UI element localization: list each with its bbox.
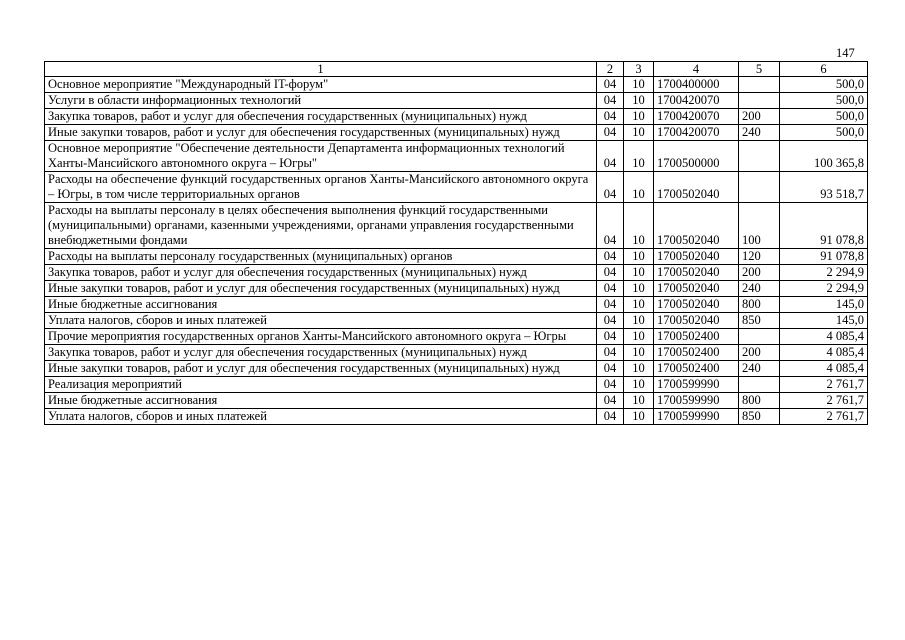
row-section-cell: 04 bbox=[597, 393, 624, 409]
row-subsection-cell: 10 bbox=[624, 329, 654, 345]
row-subsection-cell: 10 bbox=[624, 345, 654, 361]
row-amount-cell: 4 085,4 bbox=[780, 361, 868, 377]
row-section-cell: 04 bbox=[597, 172, 624, 203]
row-expense-type-cell: 120 bbox=[739, 249, 780, 265]
table-row bbox=[45, 109, 868, 125]
row-amount-cell: 145,0 bbox=[780, 313, 868, 329]
table-row bbox=[45, 203, 868, 249]
row-subsection-cell: 10 bbox=[624, 141, 654, 172]
row-subsection-cell: 10 bbox=[624, 93, 654, 109]
header-row bbox=[45, 62, 868, 77]
page-number: 147 bbox=[836, 46, 855, 60]
row-target-code-cell: 1700599990 bbox=[654, 377, 739, 393]
row-target-code-cell: 1700502040 bbox=[654, 172, 739, 203]
row-expense-type-cell: 200 bbox=[739, 345, 780, 361]
row-expense-type-cell: 850 bbox=[739, 409, 780, 425]
row-target-code-cell: 1700420070 bbox=[654, 125, 739, 141]
row-section-cell: 04 bbox=[597, 93, 624, 109]
row-name-cell: Закупка товаров, работ и услуг для обеспечения государственных (муниципальных) нужд bbox=[45, 265, 597, 281]
row-subsection-cell: 10 bbox=[624, 361, 654, 377]
row-expense-type-cell bbox=[739, 77, 780, 93]
row-subsection-cell: 10 bbox=[624, 409, 654, 425]
row-amount-cell: 2 761,7 bbox=[780, 377, 868, 393]
row-target-code-cell: 1700420070 bbox=[654, 93, 739, 109]
row-section-cell: 04 bbox=[597, 77, 624, 93]
header-col-6: 6 bbox=[780, 62, 868, 77]
row-expense-type-cell bbox=[739, 172, 780, 203]
row-target-code-cell: 1700502040 bbox=[654, 265, 739, 281]
header-col-3: 3 bbox=[624, 62, 654, 77]
row-name-cell: Иные бюджетные ассигнования bbox=[45, 297, 597, 313]
table-row bbox=[45, 281, 868, 297]
row-expense-type-cell bbox=[739, 377, 780, 393]
row-section-cell: 04 bbox=[597, 313, 624, 329]
row-name-cell: Уплата налогов, сборов и иных платежей bbox=[45, 409, 597, 425]
header-col-4: 4 bbox=[654, 62, 739, 77]
header-col-5: 5 bbox=[739, 62, 780, 77]
row-amount-cell: 2 761,7 bbox=[780, 409, 868, 425]
table-row bbox=[45, 77, 868, 93]
row-name-cell: Иные закупки товаров, работ и услуг для обеспечения государственных (муниципальных) нужд bbox=[45, 125, 597, 141]
row-subsection-cell: 10 bbox=[624, 313, 654, 329]
row-amount-cell: 91 078,8 bbox=[780, 249, 868, 265]
row-section-cell: 04 bbox=[597, 297, 624, 313]
row-amount-cell: 93 518,7 bbox=[780, 172, 868, 203]
row-amount-cell: 2 294,9 bbox=[780, 281, 868, 297]
table-row bbox=[45, 297, 868, 313]
row-section-cell: 04 bbox=[597, 361, 624, 377]
row-name-cell: Расходы на обеспечение функций государственных органов Ханты-Мансийского автономного округа – Югры, в том числе территориальных органов bbox=[45, 172, 597, 203]
table-row bbox=[45, 93, 868, 109]
row-name-cell: Услуги в области информационных технологий bbox=[45, 93, 597, 109]
row-name-cell: Основное мероприятие "Международный IT-форум" bbox=[45, 77, 597, 93]
row-subsection-cell: 10 bbox=[624, 377, 654, 393]
header-col-1: 1 bbox=[45, 62, 597, 77]
table-row bbox=[45, 249, 868, 265]
row-target-code-cell: 1700599990 bbox=[654, 409, 739, 425]
row-amount-cell: 500,0 bbox=[780, 109, 868, 125]
row-target-code-cell: 1700502400 bbox=[654, 361, 739, 377]
header-col-2: 2 bbox=[597, 62, 624, 77]
row-expense-type-cell: 100 bbox=[739, 203, 780, 249]
row-amount-cell: 100 365,8 bbox=[780, 141, 868, 172]
row-section-cell: 04 bbox=[597, 409, 624, 425]
row-section-cell: 04 bbox=[597, 125, 624, 141]
row-expense-type-cell bbox=[739, 329, 780, 345]
row-target-code-cell: 1700400000 bbox=[654, 77, 739, 93]
row-section-cell: 04 bbox=[597, 249, 624, 265]
row-expense-type-cell: 240 bbox=[739, 281, 780, 297]
row-target-code-cell: 1700500000 bbox=[654, 141, 739, 172]
row-amount-cell: 2 294,9 bbox=[780, 265, 868, 281]
row-name-cell: Закупка товаров, работ и услуг для обеспечения государственных (муниципальных) нужд bbox=[45, 345, 597, 361]
table-row bbox=[45, 409, 868, 425]
row-name-cell: Иные закупки товаров, работ и услуг для обеспечения государственных (муниципальных) нужд bbox=[45, 281, 597, 297]
row-target-code-cell: 1700502400 bbox=[654, 345, 739, 361]
row-target-code-cell: 1700502400 bbox=[654, 329, 739, 345]
row-subsection-cell: 10 bbox=[624, 281, 654, 297]
row-subsection-cell: 10 bbox=[624, 249, 654, 265]
row-subsection-cell: 10 bbox=[624, 109, 654, 125]
row-amount-cell: 500,0 bbox=[780, 125, 868, 141]
table-row bbox=[45, 172, 868, 203]
row-subsection-cell: 10 bbox=[624, 265, 654, 281]
budget-table-body bbox=[45, 62, 868, 425]
row-expense-type-cell bbox=[739, 93, 780, 109]
row-expense-type-cell: 850 bbox=[739, 313, 780, 329]
row-amount-cell: 500,0 bbox=[780, 93, 868, 109]
table-row bbox=[45, 345, 868, 361]
table-row bbox=[45, 377, 868, 393]
row-name-cell: Реализация мероприятий bbox=[45, 377, 597, 393]
row-name-cell: Иные бюджетные ассигнования bbox=[45, 393, 597, 409]
row-section-cell: 04 bbox=[597, 265, 624, 281]
row-subsection-cell: 10 bbox=[624, 203, 654, 249]
table-row bbox=[45, 125, 868, 141]
row-expense-type-cell: 800 bbox=[739, 297, 780, 313]
row-amount-cell: 4 085,4 bbox=[780, 329, 868, 345]
row-amount-cell: 145,0 bbox=[780, 297, 868, 313]
row-expense-type-cell: 200 bbox=[739, 109, 780, 125]
row-section-cell: 04 bbox=[597, 377, 624, 393]
row-name-cell: Расходы на выплаты персоналу в целях обеспечения выполнения функций государственными (муниципальными) органами, казенными учреждениями, органами управления государственными внебюджетными фондами bbox=[45, 203, 597, 249]
row-target-code-cell: 1700502040 bbox=[654, 203, 739, 249]
row-section-cell: 04 bbox=[597, 345, 624, 361]
row-section-cell: 04 bbox=[597, 203, 624, 249]
row-section-cell: 04 bbox=[597, 141, 624, 172]
row-target-code-cell: 1700599990 bbox=[654, 393, 739, 409]
budget-table bbox=[44, 61, 868, 425]
row-name-cell: Уплата налогов, сборов и иных платежей bbox=[45, 313, 597, 329]
row-subsection-cell: 10 bbox=[624, 125, 654, 141]
row-subsection-cell: 10 bbox=[624, 77, 654, 93]
row-section-cell: 04 bbox=[597, 281, 624, 297]
row-target-code-cell: 1700420070 bbox=[654, 109, 739, 125]
row-name-cell: Прочие мероприятия государственных органов Ханты-Мансийского автономного округа – Югры bbox=[45, 329, 597, 345]
row-expense-type-cell bbox=[739, 141, 780, 172]
table-row bbox=[45, 265, 868, 281]
table-row bbox=[45, 361, 868, 377]
row-expense-type-cell: 240 bbox=[739, 361, 780, 377]
row-expense-type-cell: 800 bbox=[739, 393, 780, 409]
table-row bbox=[45, 313, 868, 329]
row-amount-cell: 2 761,7 bbox=[780, 393, 868, 409]
row-target-code-cell: 1700502040 bbox=[654, 297, 739, 313]
row-name-cell: Основное мероприятие "Обеспечение деятельности Департамента информационных технологий Ханты-Мансийского автономного округа – Югры" bbox=[45, 141, 597, 172]
row-section-cell: 04 bbox=[597, 329, 624, 345]
row-subsection-cell: 10 bbox=[624, 172, 654, 203]
row-subsection-cell: 10 bbox=[624, 297, 654, 313]
row-target-code-cell: 1700502040 bbox=[654, 281, 739, 297]
row-section-cell: 04 bbox=[597, 109, 624, 125]
table-row bbox=[45, 329, 868, 345]
table-row bbox=[45, 141, 868, 172]
row-name-cell: Иные закупки товаров, работ и услуг для обеспечения государственных (муниципальных) нужд bbox=[45, 361, 597, 377]
row-expense-type-cell: 200 bbox=[739, 265, 780, 281]
row-name-cell: Расходы на выплаты персоналу государственных (муниципальных) органов bbox=[45, 249, 597, 265]
row-expense-type-cell: 240 bbox=[739, 125, 780, 141]
row-target-code-cell: 1700502040 bbox=[654, 313, 739, 329]
table-row bbox=[45, 393, 868, 409]
row-target-code-cell: 1700502040 bbox=[654, 249, 739, 265]
row-name-cell: Закупка товаров, работ и услуг для обеспечения государственных (муниципальных) нужд bbox=[45, 109, 597, 125]
row-amount-cell: 4 085,4 bbox=[780, 345, 868, 361]
row-subsection-cell: 10 bbox=[624, 393, 654, 409]
row-amount-cell: 500,0 bbox=[780, 77, 868, 93]
row-amount-cell: 91 078,8 bbox=[780, 203, 868, 249]
